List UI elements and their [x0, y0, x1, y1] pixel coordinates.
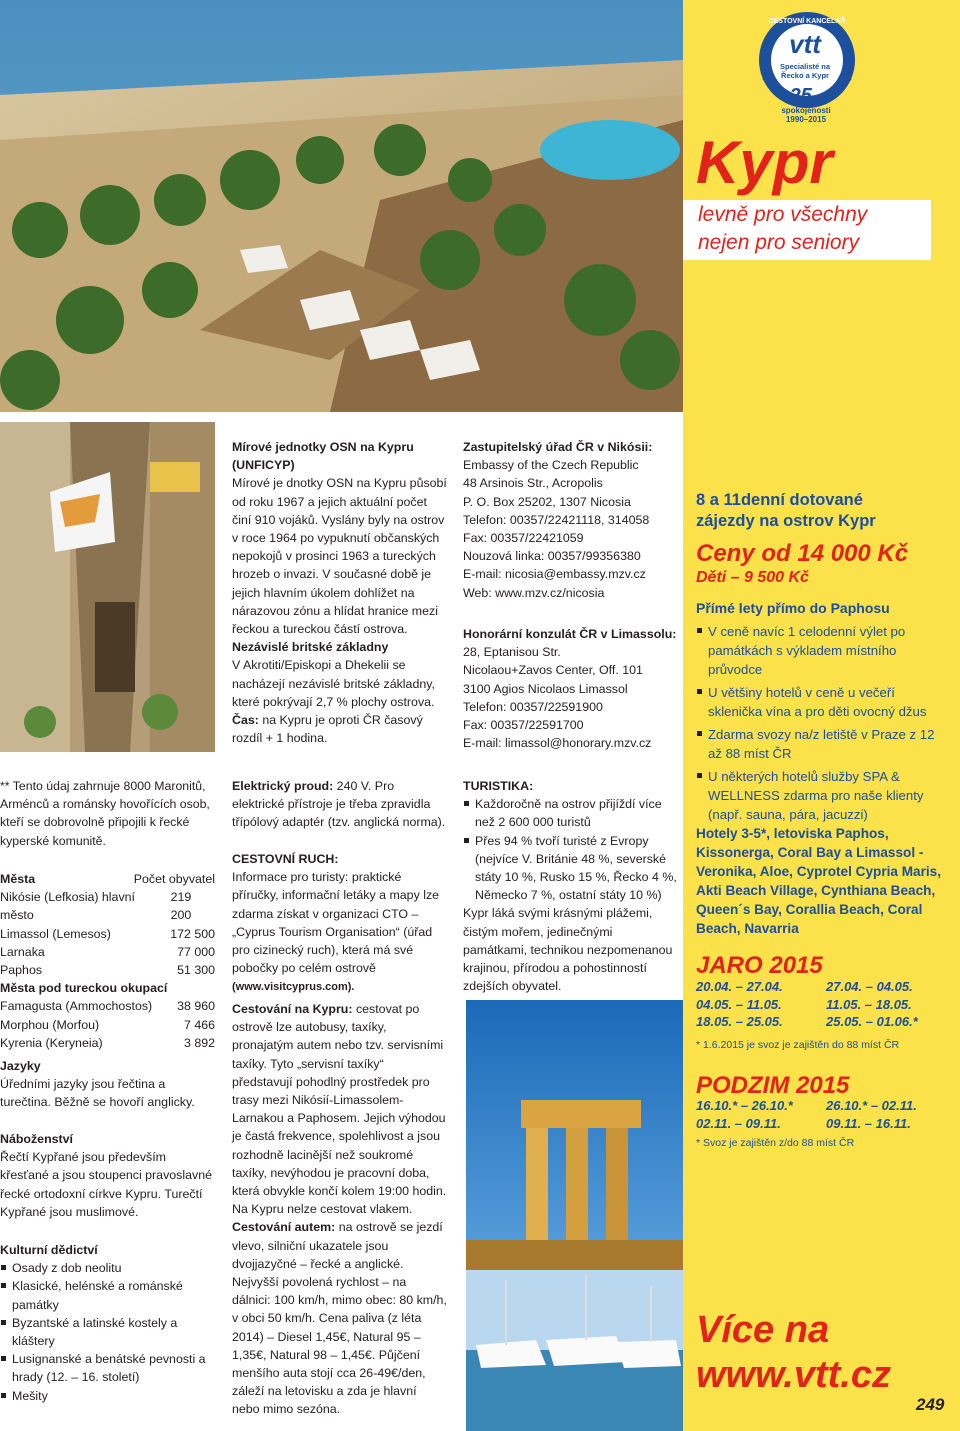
offer-price: Ceny od 14 000 Kč	[696, 540, 909, 567]
consul-section	[463, 625, 678, 752]
time-text: na Kypru je oproti ČR časový rozdíl + 1 hodina.	[232, 713, 423, 746]
power-text: 240 V. Pro elektrické přístroje je třeba zpravidla třípólový adaptér (tzv. anglická norma).	[232, 779, 446, 830]
logo-years-num: 25	[789, 85, 812, 107]
power-heading: Elektrický proud:	[232, 779, 334, 793]
languages-text: Úředními jazyky jsou řečtina a turečtina. Běžně se hovoří anglicky.	[0, 1077, 195, 1110]
languages-section	[0, 1057, 215, 1112]
offer-bullet: U některých hotelů služby SPA & WELLNESS zdarma pro naše klienty (např. sauna, pára, jacuzzi)	[696, 767, 946, 824]
city-population: 3 892	[183, 1035, 215, 1050]
cities-table	[0, 870, 215, 1052]
heritage-item: Klasické, helénské a románské památky	[0, 1277, 215, 1313]
autumn-dates-col2	[826, 1097, 917, 1132]
embassy-line: P. O. Box 25202, 1307 Nicosia	[463, 494, 631, 509]
spring-date: 20.04. – 27.04.	[696, 979, 783, 994]
city-name: Famagusta (Ammochostos)	[0, 999, 153, 1014]
heritage-item: Lusignanské a benátské pevnosti a hrady (12. – 16. století)	[0, 1350, 215, 1386]
title-subline-1: levně pro všechny	[698, 203, 868, 226]
heritage-item: Osady z dob neolitu	[0, 1259, 215, 1277]
offer-heading-1: 8 a 11denní dotované	[696, 491, 863, 509]
autumn-date: 09.11. – 16.11.	[826, 1115, 911, 1131]
religion-section	[0, 1130, 215, 1221]
time-paragraph	[232, 711, 447, 747]
consul-line: 28, Eptanisou Str.	[463, 645, 561, 660]
travel-heading: Cestování na Kypru:	[232, 1002, 353, 1016]
time-heading: Čas:	[232, 713, 259, 728]
old-village-street-photo	[0, 422, 215, 752]
city-name: Nikósie (Lefkosia) hlavní město	[0, 890, 135, 923]
more-info-label: Více na	[696, 1309, 830, 1351]
car-heading: Cestování autem:	[232, 1220, 336, 1235]
spring-date: 27.04. – 04.05.	[826, 979, 913, 994]
un-heading: Mírové jednotky OSN na Kypru (UNFICYP)	[232, 440, 414, 473]
embassy-line: Fax: 00357/22421059	[463, 531, 584, 546]
heritage-item: Mešity	[0, 1387, 215, 1405]
logo-brand: vtt	[789, 29, 821, 59]
travel-text: cestovat po ostrově lze autobusy, taxíky, pronajatým autem nebo tzv. servisními taxíky. Tyto „servisní taxíky“ představují pohodlný prostředek pro trasy mezi Nikósií-Limassolem-Larnakou a Paphosem. Jejich výhodou je častá frekvence, spolehlivost a jsou rozhodně lacinější než soukromé taxíky, nevýhodou je pracovní doba, která obvykle končí kolem 19:00 hodin. Na Kypru nelze cestovat vlakem.	[232, 1002, 447, 1217]
city-row	[0, 961, 215, 979]
tourism-info-section	[232, 850, 447, 997]
spring-date: 11.05. – 18.05.	[826, 996, 912, 1012]
tourism-section	[463, 777, 678, 995]
logo-years-word: let	[811, 94, 823, 104]
logo-ring-text: CESTOVNÍ KANCELÁŘ	[768, 18, 846, 25]
city-row	[0, 943, 215, 961]
city-population: 51 300	[177, 963, 215, 978]
embassy-web[interactable]: Web: www.mzv.cz/nicosia	[463, 585, 605, 600]
offer-bullet: U většiny hotelů v ceně u večeří sklenička vína a pro děti ovocný džus	[696, 683, 946, 721]
heritage-item: Byzantské a latinské kostely a kláštery	[0, 1314, 215, 1350]
un-text: Mírové je dnotky OSN na Kypru působí od roku 1967 a jejich aktuální počet činí 910 vojáků. Vyslány byly na ostrov v roce 1964 po vypuknutí občanských nepokojů v prosinci 1963 a tureckých hrozeb o invazi. V současné době je jejich hlavním úkolem dohlížet na nárazovou zónu a hlídat hranice mezi řeckou a tureckou částí ostrova.	[232, 476, 447, 637]
visitcyprus-link[interactable]: (www.visitcyprus.com).	[232, 981, 355, 994]
page-number: 249	[916, 1395, 945, 1414]
tourism-info-text: Informace pro turisty: praktické příručky, informační letáky a mapy lze zdarma získat v organizaci CTO – „Cyprus Tourism Organisation“ (úřad pro cizinecký ruch), která má své pobočky po celém ostrově	[232, 870, 440, 976]
cities-heading: Města	[0, 872, 36, 886]
consul-email[interactable]: E-mail: limassol@honorary.mzv.cz	[463, 736, 652, 751]
logo-years-range: 1990–2015	[785, 115, 827, 124]
tourism-heading: TURISTIKA:	[463, 779, 534, 793]
spring-dates-col2	[826, 978, 918, 1031]
embassy-line: 48 Arsinois Str., Acropolis	[463, 476, 603, 491]
autumn-date: 26.10.* – 02.11.	[826, 1098, 917, 1113]
tourism-text: Kypr láká svými krásnými plážemi, čistým mořem, jedinečnými památkami, technikou nezpomenanou krajinou, přírodou a pohostinností zdejších obyvatel.	[463, 906, 673, 994]
tourism-list	[463, 795, 678, 904]
consul-line: 3100 Agios Nicolaos Limassol	[463, 681, 628, 696]
tourism-info-heading: CESTOVNÍ RUCH:	[232, 852, 339, 866]
city-row	[0, 1016, 215, 1034]
offer-bullet: Zdarma svozy na/z letiště v Praze z 12 až 88 míst ČR	[696, 725, 946, 763]
embassy-heading: Zastupitelský úřad ČR v Nikósii:	[463, 440, 653, 454]
autumn-date: 16.10.* – 26.10.*	[696, 1098, 793, 1113]
city-row	[0, 925, 215, 943]
logo-tag-1: Specialisté na	[779, 62, 831, 71]
offer-bullet: V ceně navíc 1 celodenní výlet po památkách s výkladem místního průvodce	[696, 622, 946, 679]
city-name: Larnaka	[0, 944, 45, 959]
offer-flights: Přímé lety přímo do Paphosu	[696, 600, 890, 616]
heritage-heading: Kulturní dědictví	[0, 1243, 98, 1257]
embassy-line: Telefon: 00357/22421118, 314058	[463, 512, 650, 527]
city-population: 172 500	[170, 926, 215, 941]
tourism-item: Každoročně na ostrov přijíždí více než 2 600 000 turistů	[463, 795, 678, 831]
consul-line: Telefon: 00357/22591900	[463, 699, 603, 714]
title-subline-2: nejen pro seniory	[698, 231, 860, 254]
consul-line: Nicolaou+Zavos Center, Off. 101	[463, 663, 643, 678]
website-link[interactable]: www.vtt.cz	[696, 1354, 891, 1396]
city-row	[0, 888, 215, 924]
heritage-section	[0, 1241, 215, 1405]
logo-tag-2: Řecko a Kypr	[781, 71, 829, 80]
spring-date: 04.05. – 11.05.	[696, 996, 782, 1012]
population-footnote: ** Tento údaj zahrnuje 8000 Maronitů, Arménců a románsky hovořících osob, kteří se dobrovolně připojili k řecké kyperské komunitě.	[0, 779, 210, 848]
religion-text: Řečtí Kypřané jsou především křesťané a jsou stoupenci pravoslavné řecké ortodoxní církve Kypru. Turečtí Kypřané jsou muslimové.	[0, 1150, 212, 1219]
occupied-heading: Města pod tureckou okupací	[0, 981, 168, 996]
city-name: Limassol (Lemesos)	[0, 926, 111, 941]
bases-text: V Akrotiti/Episkopi a Dhekelii se nacházejí nezávislé britské základny, které pokrývají 2,7 % plochy ostrova.	[232, 658, 435, 709]
spring-dates-col1	[696, 978, 783, 1031]
offer-hotels: Hotely 3-5*, letoviska Paphos, Kissonerga, Coral Bay a Limassol - Veronika, Aloe, Cyprotel Cypria Maris, Akti Beach Village, Cynthiana Beach, Queen´s Bay, Corallia Beach, Coral Beach, Navarria	[696, 826, 942, 936]
autumn-dates-col1	[696, 1097, 793, 1132]
autumn-date: 02.11. – 09.11.	[696, 1115, 781, 1131]
embassy-email[interactable]: E-mail: nicosia@embassy.mzv.cz	[463, 567, 646, 582]
offer-heading	[696, 490, 956, 532]
spring-title: JARO 2015	[696, 952, 823, 979]
spring-note: * 1.6.2015 je svoz je zajištěn do 88 míst ČR	[696, 1039, 900, 1051]
city-population: 77 000	[177, 944, 215, 959]
population-heading: Počet obyvatel	[133, 872, 215, 886]
spring-date: 18.05. – 25.05.	[696, 1014, 783, 1029]
city-population: 7 466	[183, 1017, 215, 1032]
logo-years	[776, 86, 836, 108]
religion-heading: Náboženství	[0, 1132, 73, 1146]
autumn-note: * Svoz je zajištěn z/do 88 míst ČR	[696, 1137, 855, 1149]
spring-date: 25.05. – 01.06.*	[826, 1014, 918, 1029]
offer-heading-2: zájezdy na ostrov Kypr	[696, 512, 876, 530]
page-title: Kypr	[696, 129, 833, 196]
city-population: 38 960	[177, 999, 215, 1014]
bases-heading: Nezávislé britské základny	[232, 640, 389, 655]
embassy-line: Nouzová linka: 00357/99356380	[463, 549, 641, 564]
travel-section	[232, 1000, 447, 1419]
beach-resort-photo	[0, 0, 683, 412]
logo-years-sub: spokojenosti	[781, 106, 831, 115]
consul-line: Fax: 00357/22591700	[463, 718, 584, 733]
city-name: Morphou (Morfou)	[0, 1017, 100, 1032]
embassy-line: Embassy of the Czech Republic	[463, 458, 639, 473]
apollo-temple-photo	[466, 1000, 683, 1270]
tourism-item: Přes 94 % tvoří turisté z Evropy (nejvíce V. Británie 48 %, severské státy 10 %, Rusko 15 %, Řecko 4 %, Německo 7 %, ostatní státy 10 %)	[463, 832, 678, 905]
car-text: na ostrově se jezdí vlevo, silniční ukazatele jsou dvojjazyčné – řecké a anglické. Nejvyšší povolená rychlost – na dálnici: 100 km/h, mimo obec: 80 km/h, v obci 50 km/h. Cena paliva (z léta 2014) – Diesel 1,45€, Natural 95 – 1,35€, Natural 98 – 1,45€. Půjčení menšího auta stojí cca 26-49€/den, záleží na letovisku a zda je hlavní nebo mimo sezóna.	[232, 1220, 447, 1417]
marina-boats-photo	[466, 1270, 683, 1431]
city-population: 219 200	[170, 890, 192, 923]
languages-heading: Jazyky	[0, 1059, 41, 1073]
city-name: Kyrenia (Keryneia)	[0, 1035, 103, 1050]
offer-bullets	[696, 622, 946, 824]
city-row	[0, 1034, 215, 1052]
city-row	[0, 997, 215, 1015]
power-section	[232, 777, 447, 832]
autumn-title: PODZIM 2015	[696, 1072, 850, 1099]
offer-kids-price: Děti – 9 500 Kč	[696, 569, 809, 586]
city-name: Paphos	[0, 963, 43, 978]
embassy-section	[463, 438, 678, 602]
un-section	[232, 438, 447, 747]
consul-heading: Honorární konzulát ČR v Limassolu:	[463, 627, 677, 641]
heritage-list	[0, 1259, 215, 1405]
